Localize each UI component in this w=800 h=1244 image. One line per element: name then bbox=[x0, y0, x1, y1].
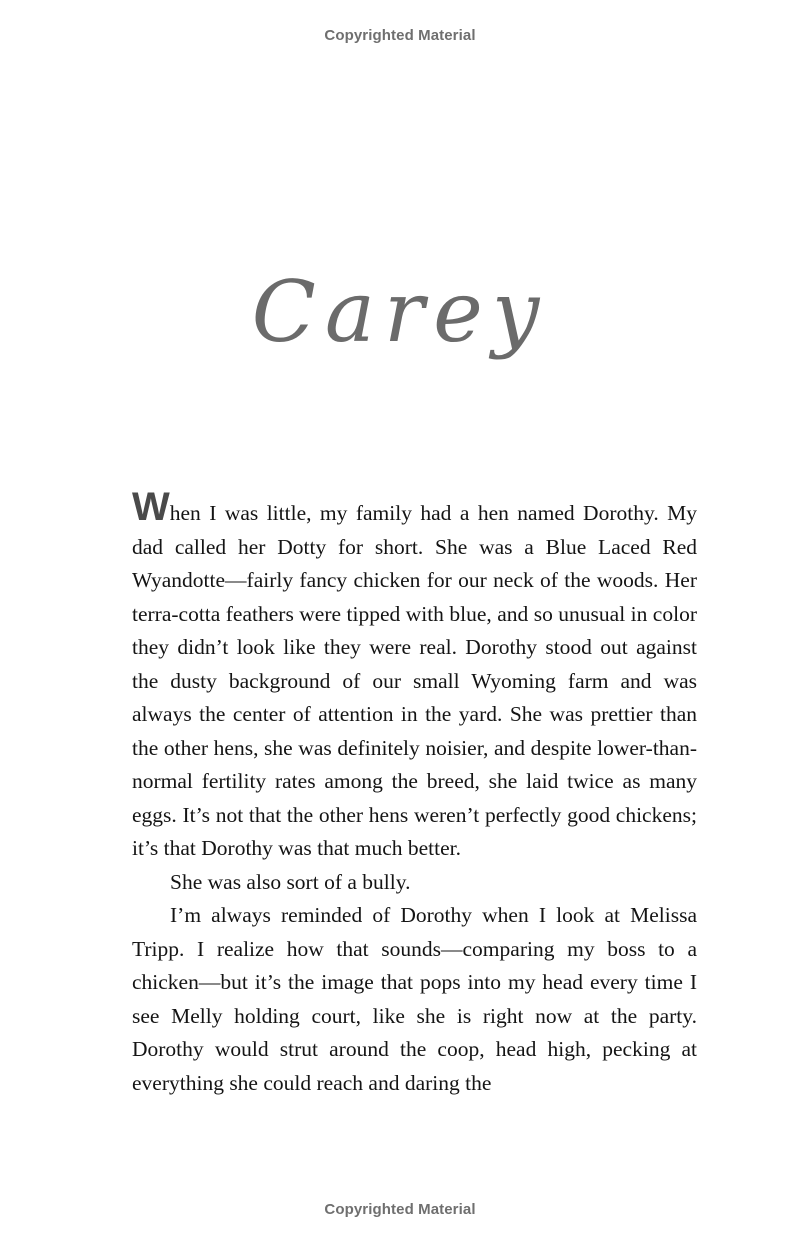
paragraph-1-text: hen I was little, my family had a hen named Dorothy. My dad called her Dotty for short. She was a Blue Laced Red Wyandotte—fairly fancy chicken for our neck of the woods. Her terra-cotta feathers were tipped with blue, and so unusual in color they didn’t look like they were real. Dorothy stood out against the dusty background of our small Wyoming farm and was always the center of attention in the yard. She was prettier than the other hens, she was definitely noisier, and despite lower-than-normal fertility rates among the breed, she laid twice as many eggs. It’s not that the other hens weren’t perfectly good chickens; it’s that Dorothy was that much better. bbox=[132, 501, 697, 860]
paragraph-3: I’m always reminded of Dorothy when I look at Melissa Tripp. I realize how that sounds—comparing my boss to a chicken—but it’s the image that pops into my head every time I see Melly holding court, like she is right now at the party. Dorothy would strut around the coop, head high, pecking at everything she could reach and daring the bbox=[132, 903, 697, 1095]
copyright-watermark-top: Copyrighted Material bbox=[324, 27, 476, 44]
chapter-title: Carey bbox=[251, 263, 549, 361]
paragraph-1 bbox=[132, 485, 697, 866]
paragraph-2: She was also sort of a bully. bbox=[170, 869, 411, 894]
copyright-watermark-bottom: Copyrighted Material bbox=[324, 1201, 476, 1218]
drop-cap: W bbox=[132, 485, 170, 529]
chapter-body bbox=[132, 485, 697, 1100]
